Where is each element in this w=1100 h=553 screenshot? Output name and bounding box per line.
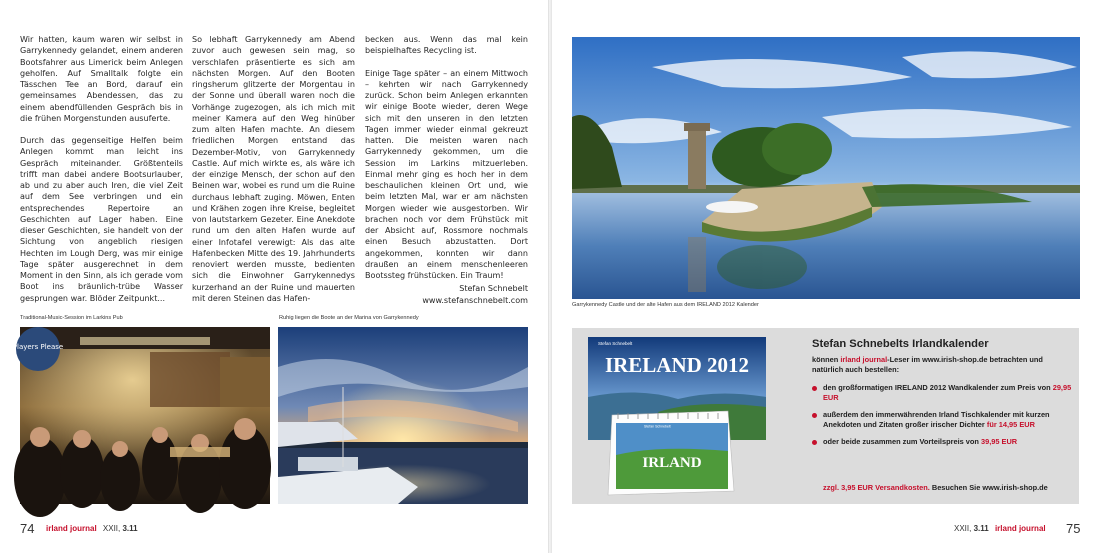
bullet-icon [812,440,817,445]
photo-caption-pub: Traditional-Music-Session im Larkins Pub [20,315,123,321]
folio-left [42,524,138,533]
bullet-icon [812,413,817,418]
paragraph: Einige Tage später – an einem Mittwoch – kehrten wir nach Garrykennedy zurück. Schon beim Anlegen erkannten wir einige Boote wieder, deren Wege sich mit den unseren in den letzten Tagen immer wieder einmal gekreuzt hatten. Die meisten waren nach Garrykennedy gekommen, um die Session im Larkins mitzuerleben. Einmal mehr ging es hoch her in dem beschaulichen kleinen Ort und, wie beim letzten Mal, war er am nächsten Morgen wieder wie ausgestorben. Wir brachen noch vor dem Frühstück mit der Absicht auf, Rossmore nochmals einen Besuch abzustatten. Dort angekommen, konnten wir dann draußen an einem menschenleeren Bootssteg frühstücken. Ein Traum! [365,68,528,280]
page-number-left: 74 [20,521,35,536]
castle-photo [572,37,1080,299]
left-page [0,0,548,553]
photo-caption-castle: Garrykennedy Castle und der alte Hafen aus dem IRELAND 2012 Kalender [572,302,759,308]
ad-title: Stefan Schnebelts Irlandkalender [812,338,989,350]
paragraph: Wir hatten, kaum waren wir selbst in Garrykennedy gelandet, einem anderen Bootsfahrer aus Limerick beim Anlegen geholfen. Auf Smalltalk folgte ein Tässchen Tee an Bord, darauf ein gemeinsames Abendessen, das zu einem abendfüllenden Gespräch bis in die frühen Morgenstunden ausuferte. [20,35,183,123]
offer-item: den großformatigen IRELAND 2012 Wandkalender zum Preis von 29,95 EUR [812,383,1074,403]
paragraph: So lebhaft Garrykennedy am Abend zuvor auch gewesen sein mag, so verschlafen präsentierte es sich am nächsten Morgen. Auf den Booten ringsherum glitzerte der Morgentau in der Sonne und überall waren noch die Vorhänge zugezogen, als ich mich mit meiner Kamera auf den Weg hinüber zum alten Hafen machte. An diesem friedlichen Morgen entstand das Dezember-Motiv, von Garrykennedy Castle. Auf mich wirkte es, als wäre ich der einzige Mensch, der schon auf den Beinen war, wobei es rund um die Ruine durchaus lebhaft zuging. Möwen, Enten und Krähen zogen ihre Kreise, begleitet von lautstarkem Gezeter. Eine Anekdote rund um den alten Hafen wurde auf einer Infotafel verewigt: Als das alte Hafenbecken Mitte des 19. Jahrhunderts renoviert werden musste, bedienten sich die Einwohner Garrykennedys kurzerhand an der Ruine und mauerten mit deren Steinen das Hafen- [192,35,355,303]
text-column-3 [365,34,528,306]
wall-calendar-author: Stefan Schnebelt [598,341,633,346]
desk-calendar-title: IRLAND [642,455,702,471]
right-page [552,0,1100,553]
ad-footer: zzgl. 3,95 EUR Versandkosten. Besuchen Sie www.irish-shop.de [823,483,1048,492]
calendar-advertisement [572,328,1079,504]
author-signature: Stefan Schnebelt [459,284,528,294]
bullet-icon [812,386,817,391]
pub-sign-text: Players Please [12,343,64,351]
magazine-name: irland journal [46,524,97,533]
desk-calendar-image [608,411,734,495]
offer-item: oder beide zusammen zum Vorteilspreis von 39,95 EUR [812,437,1074,447]
offer-item: außerdem den immerwährenden Irland Tischkalender mit kurzen Anekdoten und Zitaten großer irischer Dichter für 14,95 EUR [812,410,1074,430]
marina-photo [278,327,528,504]
issue-number: XXII, 3.11 [954,524,989,533]
text-column-2 [192,34,355,315]
issue-number: XXII, 3.11 [102,524,138,533]
ad-intro: können irland journal-Leser im www.irish-shop.de betrachten und natürlich auch bestellen: [812,355,1043,375]
folio-right [954,524,1050,533]
ad-offer-list [812,383,1074,454]
page-number-right: 75 [1066,521,1081,536]
photo-caption-marina: Ruhig liegen die Boote an der Marina von Garrykennedy [279,315,419,321]
paragraph: becken aus. Wenn das mal kein beispielhaftes Recycling ist. [365,35,528,56]
author-url: www.stefanschnebelt.com [422,295,528,305]
text-column-1 [20,34,183,315]
pub-session-photo [12,327,270,504]
desk-calendar-author: Stefan Schnebelt [644,424,671,429]
paragraph: Durch das gegenseitige Helfen beim Anlegen kommt man leicht ins Gespräch miteinander. Größtenteils trifft man dabei andere Bootsurlauber, ab und zu aber auch Iren, die viel Zeit auf dem See verbringen und ein entsprechendes Repertoire an Geschichten auf Lager haben. Eine dieser Geschichten, sie handelt von der Sichtung von angeblich riesigen Hechten im Lough Derg, was mir einige Tage später ausgerechnet in dem Moment in den Sinn, als ich gerade vom Boot ins bräunlich-trübe Wasser gesprungen war. Blöder Zeitpunkt... [20,136,183,303]
magazine-name: irland journal [994,524,1046,533]
wall-calendar-title: IRELAND 2012 [604,353,750,377]
